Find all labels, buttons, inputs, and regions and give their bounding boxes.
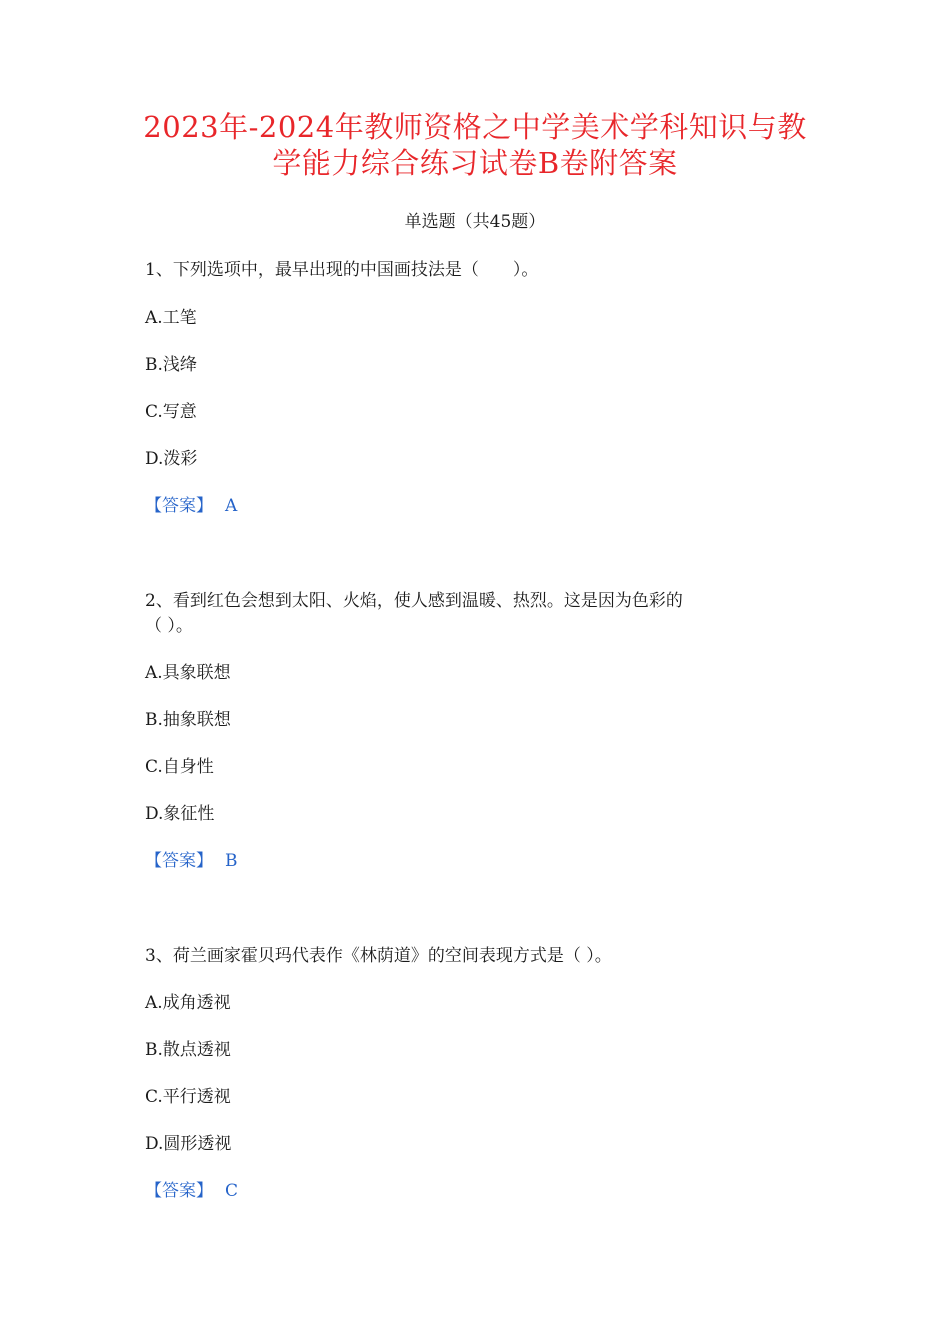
question-1-stem: 1、下列选项中，最早出现的中国画技法是（ ）。 (145, 260, 539, 280)
question-1-option-c: C.写意 (145, 402, 197, 422)
answer-label: 【答案】 (145, 496, 213, 516)
question-2-option-c: C.自身性 (145, 757, 214, 777)
answer-value: C (225, 1181, 239, 1201)
document-title-line-1: 2023年-2024年教师资格之中学美术学科知识与教 (143, 110, 807, 144)
question-1-option-d: D.泼彩 (145, 449, 198, 469)
question-3-option-d: D.圆形透视 (145, 1134, 232, 1154)
question-3-option-a: A.成角透视 (145, 993, 231, 1013)
question-2-stem-continued: （ ）。 (145, 616, 193, 636)
question-1-option-a: A.工笔 (145, 308, 197, 328)
document-title-line-2: 学能力综合练习试卷B卷附答案 (272, 146, 678, 180)
question-2-answer (145, 849, 238, 873)
answer-label: 【答案】 (145, 851, 213, 871)
question-2-option-b: B.抽象联想 (145, 710, 231, 730)
section-heading: 单选题（共45题） (404, 212, 546, 232)
answer-label: 【答案】 (145, 1181, 213, 1201)
answer-value: A (225, 496, 238, 516)
question-2-option-d: D.象征性 (145, 804, 215, 824)
question-2-stem: 2、看到红色会想到太阳、火焰，使人感到温暖、热烈。这是因为色彩的 (145, 591, 683, 611)
question-1-answer (145, 494, 237, 518)
question-3-stem: 3、荷兰画家霍贝玛代表作《林荫道》的空间表现方式是（ ）。 (145, 946, 612, 966)
question-1-option-b: B.浅绛 (145, 355, 197, 375)
question-3-answer (145, 1179, 238, 1203)
question-3-option-b: B.散点透视 (145, 1040, 231, 1060)
question-2-option-a: A.具象联想 (145, 663, 231, 683)
question-3-option-c: C.平行透视 (145, 1087, 231, 1107)
answer-value: B (225, 851, 238, 871)
